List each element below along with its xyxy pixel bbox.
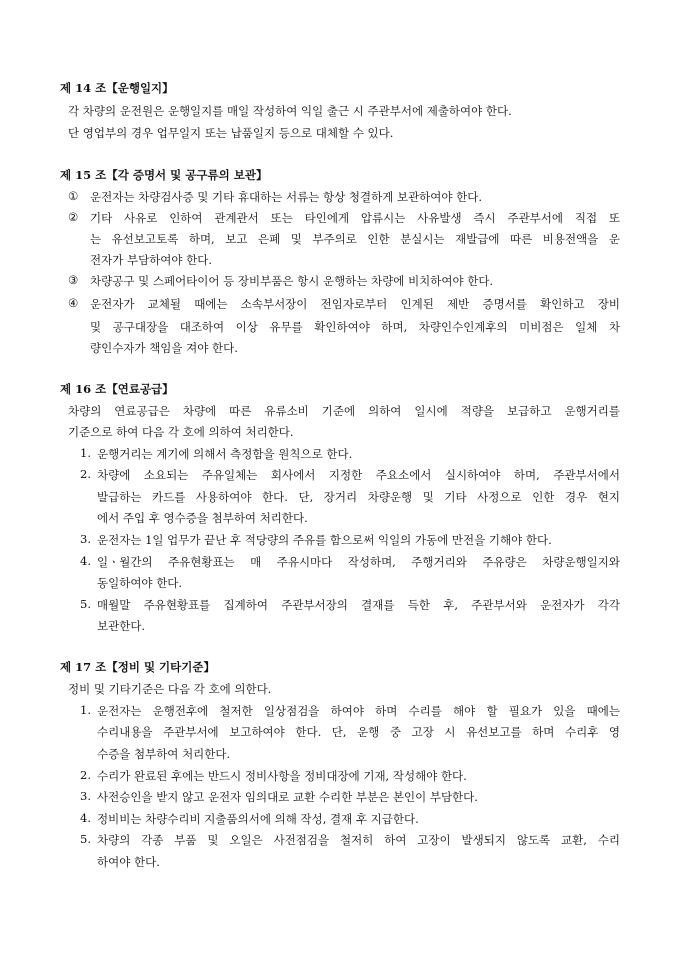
article-17-item-3-marker: 3. xyxy=(80,789,91,803)
article-17-item-2-line-1: 수리가 완료된 후에는 반드시 정비사항을 정비대장에 기재, 작성해야 한다. xyxy=(97,769,467,783)
article-15-item-1-marker: ① xyxy=(68,189,79,203)
article-16-item-1-marker: 1. xyxy=(80,446,91,460)
article-17-item-1-line-1: 운전자는 운행전후에 철저한 일상점검을 하여야 하며 수리를 해야 할 필요가 있을 때에는 xyxy=(97,704,620,718)
article-16-item-2-line-1: 차량에 소요되는 주유일체는 회사에서 지정한 주요소에서 실시하여야 하며, 주관부서에서 xyxy=(97,468,620,482)
article-14-heading: 제 14 조【운행일지】 xyxy=(60,81,174,95)
article-15-item-2-line-3: 전자가 부담하여야 한다. xyxy=(90,253,213,267)
article-17-item-4-line-1: 정비비는 차량수리비 지출품의서에 의해 작성, 결재 후 지급한다. xyxy=(97,812,419,826)
article-16-item-5-marker: 5. xyxy=(80,597,91,611)
article-16-item-4-marker: 4. xyxy=(80,554,91,568)
article-16-item-2-line-3: 에서 주입 후 영수증을 첨부하여 처리한다. xyxy=(97,511,308,525)
article-17-intro-line-1: 정비 및 기타기준은 다음 각 호에 의한다. xyxy=(68,682,272,696)
article-16-item-3-marker: 3. xyxy=(80,532,91,546)
article-15-item-4-marker: ④ xyxy=(68,296,79,310)
article-15-item-2-line-1: 기타 사유로 인하여 관계관서 또는 타인에게 압류시는 사유발생 즉시 주관부서에 직접 또 xyxy=(90,211,620,225)
article-15-item-2-line-2: 는 유선보고토록 하며, 보고 은폐 및 부주의로 인한 분실시는 재발급에 따른 비용전액을 운 xyxy=(90,232,620,246)
article-15-item-4-line-1: 운전자가 교체될 때에는 소속부서장이 전임자로부터 인계된 제반 증명서를 확인하고 장비 xyxy=(90,297,620,311)
article-16-item-5-line-1: 매월말 주유현황표를 집계하여 주관부서장의 결재를 득한 후, 주관부서와 운전자가 각각 xyxy=(97,598,620,612)
article-17-item-4-marker: 4. xyxy=(80,811,91,825)
article-17-item-5-marker: 5. xyxy=(80,832,91,846)
article-15-item-1-line-1: 운전자는 차량검사증 및 기타 휴대하는 서류는 항상 청결하게 보관하여야 한다. xyxy=(90,190,483,204)
article-17-item-3-line-1: 사전승인을 받지 않고 운전자 임의대로 교환 수리한 부분은 본인이 부담한다. xyxy=(97,790,478,804)
article-15-item-4-line-3: 량인수자가 책임을 져야 한다. xyxy=(90,341,238,355)
article-16-item-4-line-2: 동일하여야 한다. xyxy=(97,576,183,590)
article-17-heading: 제 17 조【정비 및 기타기준】 xyxy=(60,660,215,674)
article-15-heading: 제 15 조【각 증명서 및 공구류의 보관】 xyxy=(60,168,268,182)
article-17-item-5-line-1: 차량의 각종 부품 및 오일은 사전점검을 철저히 하여 고장이 발생되지 않도록 교환, 수리 xyxy=(97,833,620,847)
article-16-item-5-line-2: 보관한다. xyxy=(97,619,146,633)
article-17-item-5-line-2: 하여야 한다. xyxy=(97,855,160,869)
article-16-item-2-line-2: 발급하는 카드를 사용하여야 한다. 단, 장거리 차량운행 및 기타 사정으로 인한 경우 현지 xyxy=(97,490,620,504)
article-15-item-3-line-1: 차량공구 및 스페어타이어 등 장비부품은 항시 운행하는 차량에 비치하여야 한다. xyxy=(90,274,494,288)
article-15-item-4-line-2: 및 공구대장을 대조하여 이상 유무를 확인하여야 하며, 차량인수인계후의 미비점은 일체 차 xyxy=(90,320,620,334)
article-17-item-2-marker: 2. xyxy=(80,768,91,782)
article-17-item-1-line-2: 수리내용을 주관부서에 보고하여야 한다. 단, 운행 중 고장 시 유선보고를 하며 수리후 영 xyxy=(97,725,620,739)
article-16-item-4-line-1: 일ㆍ월간의 주유현황표는 매 주유시마다 작성하며, 주행거리와 주유량은 차량운행일지와 xyxy=(97,555,620,569)
article-17-item-1-marker: 1. xyxy=(80,703,91,717)
article-14-line-2: 단 영업부의 경우 업무일지 또는 납품일지 등으로 대체할 수 있다. xyxy=(68,126,394,140)
article-14-line-1: 각 차량의 운전원은 운행일지를 매일 작성하여 익일 출근 시 주관부서에 제출하여야 한다. xyxy=(68,104,512,118)
article-15-item-2-marker: ② xyxy=(68,210,79,224)
article-16-heading: 제 16 조【연료공급】 xyxy=(60,382,174,396)
article-15-item-3-marker: ③ xyxy=(68,273,79,287)
article-16-item-2-marker: 2. xyxy=(80,467,91,481)
article-17-item-1-line-3: 수증을 첨부하여 처리한다. xyxy=(97,747,231,761)
article-16-intro-line-2: 기준으로 하여 다음 각 호에 의하여 처리한다. xyxy=(68,425,294,439)
article-16-item-3-line-1: 운전자는 1일 업무가 끝난 후 적당량의 주유를 함으로써 익일의 가동에 만전을 기해야 한다. xyxy=(97,533,552,547)
article-16-intro-line-1: 차량의 연료공급은 차량에 따른 유류소비 기준에 의하여 일시에 적량을 보급하고 운행거리를 xyxy=(68,404,620,418)
article-16-item-1-line-1: 운행거리는 계기에 의해서 측정함을 원칙으로 한다. xyxy=(97,447,353,461)
